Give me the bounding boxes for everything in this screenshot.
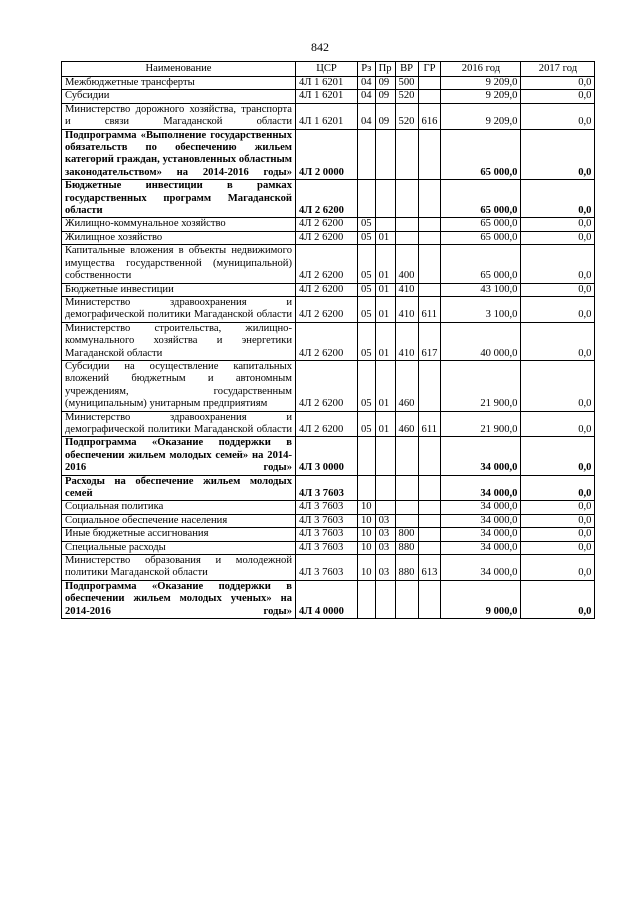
- row-2016-cell: 65 000,0: [441, 245, 521, 283]
- row-rz-cell: 04: [358, 103, 376, 129]
- row-2017-cell: 0,0: [521, 103, 595, 129]
- row-name-cell: Министерство дорожного хозяйства, транспорта и связи Магаданской области: [62, 103, 296, 129]
- row-pr-cell: 03: [375, 514, 395, 527]
- row-name-cell: Межбюджетные трансферты: [62, 77, 296, 90]
- row-pr-cell: 01: [375, 231, 395, 244]
- row-name-cell: Расходы на обеспечение жильем молодых семей: [62, 475, 296, 501]
- column-header-name: Наименование: [62, 62, 296, 77]
- row-2017-cell: 0,0: [521, 555, 595, 581]
- row-2017-cell: 0,0: [521, 580, 595, 618]
- column-header-rz: Рз: [358, 62, 376, 77]
- row-rz-cell: [358, 475, 376, 501]
- row-2016-cell: 65 000,0: [441, 218, 521, 231]
- row-2017-cell: 0,0: [521, 218, 595, 231]
- row-name-cell: Бюджетные инвестиции: [62, 283, 296, 296]
- row-vr-cell: [395, 501, 418, 514]
- row-pr-cell: [375, 501, 395, 514]
- row-2016-cell: 40 000,0: [441, 322, 521, 360]
- row-rz-cell: 10: [358, 501, 376, 514]
- row-vr-cell: 520: [395, 103, 418, 129]
- row-pr-cell: 03: [375, 555, 395, 581]
- row-gr-cell: [418, 514, 441, 527]
- row-csr-cell: 4Л 2 6200: [296, 283, 358, 296]
- row-name-cell: Бюджетные инвестиции в рамках государственных программ Магаданской области: [62, 180, 296, 218]
- table-row: [62, 411, 595, 437]
- budget-table: [61, 61, 595, 619]
- row-rz-cell: 05: [358, 231, 376, 244]
- row-gr-cell: [418, 231, 441, 244]
- row-vr-cell: [395, 129, 418, 180]
- row-csr-cell: 4Л 3 0000: [296, 437, 358, 475]
- row-gr-cell: [418, 283, 441, 296]
- page-number: 842: [311, 40, 329, 54]
- row-vr-cell: 410: [395, 283, 418, 296]
- table-row: [62, 231, 595, 244]
- row-csr-cell: 4Л 3 7603: [296, 475, 358, 501]
- column-header-2017: 2017 год: [521, 62, 595, 77]
- table-row: [62, 296, 595, 322]
- row-2017-cell: 0,0: [521, 90, 595, 103]
- row-gr-cell: 613: [418, 555, 441, 581]
- row-rz-cell: [358, 129, 376, 180]
- table-row: [62, 77, 595, 90]
- row-rz-cell: 04: [358, 90, 376, 103]
- row-pr-cell: 01: [375, 411, 395, 437]
- row-rz-cell: 05: [358, 296, 376, 322]
- row-csr-cell: 4Л 3 7603: [296, 501, 358, 514]
- row-rz-cell: 10: [358, 514, 376, 527]
- row-vr-cell: 460: [395, 360, 418, 411]
- row-name-cell: Подпрограмма «Выполнение государственных обязательств по обеспечению жильем категорий граждан, установленных областным законодательством» на 2014-2016 годы»: [62, 129, 296, 180]
- row-pr-cell: 09: [375, 103, 395, 129]
- row-pr-cell: [375, 129, 395, 180]
- row-pr-cell: 01: [375, 283, 395, 296]
- row-name-cell: Жилищное хозяйство: [62, 231, 296, 244]
- row-rz-cell: [358, 437, 376, 475]
- row-2016-cell: 9 209,0: [441, 77, 521, 90]
- row-csr-cell: 4Л 1 6201: [296, 90, 358, 103]
- row-2017-cell: 0,0: [521, 501, 595, 514]
- row-csr-cell: 4Л 1 6201: [296, 77, 358, 90]
- row-2017-cell: 0,0: [521, 231, 595, 244]
- row-csr-cell: 4Л 2 6200: [296, 231, 358, 244]
- row-2017-cell: 0,0: [521, 129, 595, 180]
- row-2017-cell: 0,0: [521, 180, 595, 218]
- row-pr-cell: [375, 437, 395, 475]
- row-name-cell: Министерство строительства, жилищно-коммунального хозяйства и энергетики Магаданской области: [62, 322, 296, 360]
- row-pr-cell: 01: [375, 245, 395, 283]
- row-rz-cell: 05: [358, 245, 376, 283]
- row-gr-cell: [418, 90, 441, 103]
- row-pr-cell: 01: [375, 360, 395, 411]
- row-vr-cell: [395, 580, 418, 618]
- row-name-cell: Министерство здравоохранения и демографической политики Магаданской области: [62, 296, 296, 322]
- row-vr-cell: [395, 231, 418, 244]
- table-row: [62, 437, 595, 475]
- row-csr-cell: 4Л 2 6200: [296, 296, 358, 322]
- row-pr-cell: 03: [375, 541, 395, 554]
- row-vr-cell: 410: [395, 322, 418, 360]
- row-csr-cell: 4Л 3 7603: [296, 514, 358, 527]
- row-gr-cell: [418, 541, 441, 554]
- row-csr-cell: 4Л 2 0000: [296, 129, 358, 180]
- row-gr-cell: 611: [418, 411, 441, 437]
- row-gr-cell: [418, 475, 441, 501]
- table-row: [62, 514, 595, 527]
- row-pr-cell: [375, 580, 395, 618]
- table-row: [62, 322, 595, 360]
- row-name-cell: Субсидии на осуществление капитальных вложений бюджетным и автономным учреждениям, государственным (муниципальным) унитарным предприятиям: [62, 360, 296, 411]
- row-vr-cell: 500: [395, 77, 418, 90]
- row-vr-cell: 520: [395, 90, 418, 103]
- row-2016-cell: 34 000,0: [441, 501, 521, 514]
- row-2016-cell: 65 000,0: [441, 231, 521, 244]
- row-csr-cell: 4Л 3 7603: [296, 555, 358, 581]
- row-rz-cell: 05: [358, 283, 376, 296]
- row-pr-cell: 09: [375, 90, 395, 103]
- row-vr-cell: 800: [395, 528, 418, 541]
- row-vr-cell: 880: [395, 555, 418, 581]
- row-2016-cell: 9 209,0: [441, 103, 521, 129]
- table-header-row: [62, 62, 595, 77]
- row-vr-cell: [395, 475, 418, 501]
- row-gr-cell: [418, 437, 441, 475]
- row-vr-cell: [395, 180, 418, 218]
- row-gr-cell: [418, 245, 441, 283]
- table-row: [62, 475, 595, 501]
- row-gr-cell: [418, 180, 441, 218]
- row-pr-cell: [375, 475, 395, 501]
- table-row: [62, 360, 595, 411]
- row-pr-cell: [375, 180, 395, 218]
- row-2017-cell: 0,0: [521, 360, 595, 411]
- row-rz-cell: [358, 180, 376, 218]
- column-header-pr: Пр: [375, 62, 395, 77]
- row-csr-cell: 4Л 2 6200: [296, 218, 358, 231]
- row-name-cell: Подпрограмма «Оказание поддержки в обеспечении жильем молодых семей» на 2014-2016 годы»: [62, 437, 296, 475]
- row-name-cell: Министерство образования и молодежной политики Магаданской области: [62, 555, 296, 581]
- row-gr-cell: [418, 528, 441, 541]
- table-row: [62, 528, 595, 541]
- row-2017-cell: 0,0: [521, 245, 595, 283]
- row-name-cell: Жилищно-коммунальное хозяйство: [62, 218, 296, 231]
- row-vr-cell: 460: [395, 411, 418, 437]
- row-pr-cell: 03: [375, 528, 395, 541]
- row-2016-cell: 34 000,0: [441, 528, 521, 541]
- row-csr-cell: 4Л 2 6200: [296, 322, 358, 360]
- row-name-cell: Подпрограмма «Оказание поддержки в обеспечении жильем молодых ученых» на 2014-2016 годы»: [62, 580, 296, 618]
- row-rz-cell: [358, 580, 376, 618]
- row-gr-cell: 617: [418, 322, 441, 360]
- row-csr-cell: 4Л 1 6201: [296, 103, 358, 129]
- row-name-cell: Министерство здравоохранения и демографической политики Магаданской области: [62, 411, 296, 437]
- row-gr-cell: [418, 129, 441, 180]
- table-row: [62, 103, 595, 129]
- row-rz-cell: 10: [358, 555, 376, 581]
- row-rz-cell: 10: [358, 541, 376, 554]
- row-2016-cell: 21 900,0: [441, 360, 521, 411]
- row-name-cell: Социальное обеспечение населения: [62, 514, 296, 527]
- table-row: [62, 580, 595, 618]
- row-gr-cell: [418, 360, 441, 411]
- table-row: [62, 555, 595, 581]
- row-pr-cell: 01: [375, 322, 395, 360]
- row-2017-cell: 0,0: [521, 528, 595, 541]
- table-row: [62, 541, 595, 554]
- column-header-gr: ГР: [418, 62, 441, 77]
- row-gr-cell: [418, 77, 441, 90]
- row-2016-cell: 3 100,0: [441, 296, 521, 322]
- row-name-cell: Субсидии: [62, 90, 296, 103]
- row-2016-cell: 34 000,0: [441, 475, 521, 501]
- row-2016-cell: 34 000,0: [441, 437, 521, 475]
- row-csr-cell: 4Л 4 0000: [296, 580, 358, 618]
- column-header-2016: 2016 год: [441, 62, 521, 77]
- row-vr-cell: [395, 437, 418, 475]
- row-2016-cell: 65 000,0: [441, 180, 521, 218]
- row-2016-cell: 34 000,0: [441, 541, 521, 554]
- row-2016-cell: 65 000,0: [441, 129, 521, 180]
- row-csr-cell: 4Л 2 6200: [296, 180, 358, 218]
- row-2016-cell: 9 000,0: [441, 580, 521, 618]
- row-rz-cell: 05: [358, 411, 376, 437]
- table-row: [62, 129, 595, 180]
- row-2017-cell: 0,0: [521, 411, 595, 437]
- row-csr-cell: 4Л 3 7603: [296, 541, 358, 554]
- row-name-cell: Капитальные вложения в объекты недвижимого имущества государственной (муниципальной) собственности: [62, 245, 296, 283]
- row-csr-cell: 4Л 2 6200: [296, 411, 358, 437]
- table-row: [62, 283, 595, 296]
- table-row: [62, 180, 595, 218]
- row-2017-cell: 0,0: [521, 437, 595, 475]
- row-pr-cell: 01: [375, 296, 395, 322]
- row-2016-cell: 21 900,0: [441, 411, 521, 437]
- row-pr-cell: [375, 218, 395, 231]
- row-2016-cell: 9 209,0: [441, 90, 521, 103]
- table-row: [62, 90, 595, 103]
- row-pr-cell: 09: [375, 77, 395, 90]
- table-row: [62, 501, 595, 514]
- row-csr-cell: 4Л 2 6200: [296, 245, 358, 283]
- row-rz-cell: 04: [358, 77, 376, 90]
- table-body: [62, 77, 595, 619]
- row-2016-cell: 43 100,0: [441, 283, 521, 296]
- row-vr-cell: 880: [395, 541, 418, 554]
- row-2017-cell: 0,0: [521, 283, 595, 296]
- row-gr-cell: 616: [418, 103, 441, 129]
- row-name-cell: Иные бюджетные ассигнования: [62, 528, 296, 541]
- row-name-cell: Специальные расходы: [62, 541, 296, 554]
- table-row: [62, 218, 595, 231]
- row-2017-cell: 0,0: [521, 322, 595, 360]
- row-2017-cell: 0,0: [521, 77, 595, 90]
- column-header-vr: ВР: [395, 62, 418, 77]
- row-gr-cell: 611: [418, 296, 441, 322]
- column-header-csr: ЦСР: [296, 62, 358, 77]
- row-gr-cell: [418, 218, 441, 231]
- row-gr-cell: [418, 501, 441, 514]
- row-2017-cell: 0,0: [521, 475, 595, 501]
- row-vr-cell: 410: [395, 296, 418, 322]
- row-2017-cell: 0,0: [521, 541, 595, 554]
- row-vr-cell: [395, 514, 418, 527]
- row-csr-cell: 4Л 2 6200: [296, 360, 358, 411]
- row-csr-cell: 4Л 3 7603: [296, 528, 358, 541]
- row-2016-cell: 34 000,0: [441, 555, 521, 581]
- row-2017-cell: 0,0: [521, 514, 595, 527]
- row-rz-cell: 10: [358, 528, 376, 541]
- row-rz-cell: 05: [358, 218, 376, 231]
- row-gr-cell: [418, 580, 441, 618]
- row-vr-cell: 400: [395, 245, 418, 283]
- row-rz-cell: 05: [358, 360, 376, 411]
- table-row: [62, 245, 595, 283]
- row-2016-cell: 34 000,0: [441, 514, 521, 527]
- row-2017-cell: 0,0: [521, 296, 595, 322]
- row-vr-cell: [395, 218, 418, 231]
- row-rz-cell: 05: [358, 322, 376, 360]
- row-name-cell: Социальная политика: [62, 501, 296, 514]
